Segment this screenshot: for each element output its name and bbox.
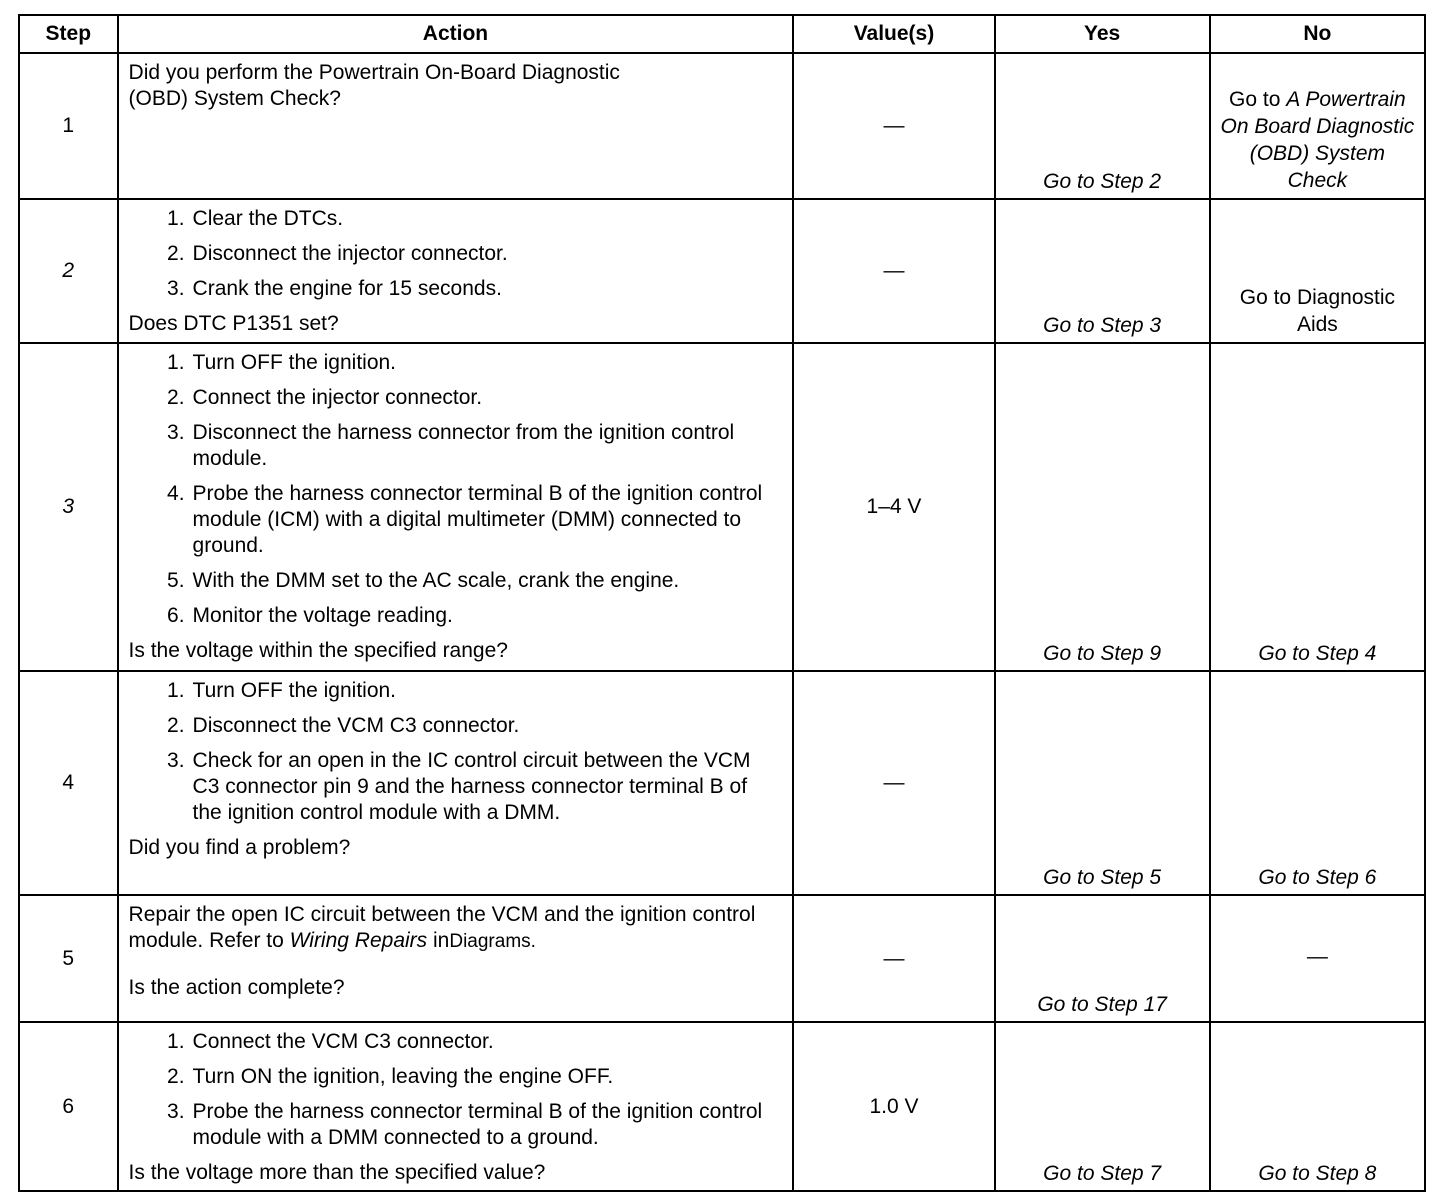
action-question: Is the voltage more than the specified value?	[128, 1161, 546, 1184]
value-cell	[793, 343, 994, 671]
no-text: Go to Step 6	[1258, 866, 1377, 889]
value-text: 1–4 V	[866, 495, 922, 518]
table-row	[19, 1022, 1425, 1191]
action-cell	[118, 199, 794, 343]
header-values: Value(s)	[793, 15, 994, 53]
table-row	[19, 53, 1425, 199]
yes-text: Go to Step 5	[1043, 866, 1162, 889]
value-cell	[793, 1022, 994, 1191]
action-list-item: 1. Turn OFF the ignition.	[167, 679, 397, 702]
action-cell	[118, 671, 794, 895]
no-cell	[1210, 671, 1425, 895]
action-list-item: 4. Probe the harness connector terminal B of the ignition control module (ICM) with a digital multimeter (DMM) connected to ground.	[167, 482, 763, 557]
no-cell	[1210, 53, 1425, 199]
action-cell	[118, 1022, 794, 1191]
step-number: 1	[62, 114, 75, 137]
header-yes: Yes	[995, 15, 1210, 53]
value-cell	[793, 671, 994, 895]
table-row	[19, 343, 1425, 671]
no-cell	[1210, 895, 1425, 1022]
yes-text: Go to Step 17	[1037, 993, 1167, 1016]
header-no: No	[1210, 15, 1425, 53]
action-list	[129, 1029, 783, 1151]
action-list-item: 3. Check for an open in the IC control circuit between the VCM C3 connector pin 9 and the harness connector terminal B of the ignition control module with a DMM.	[167, 749, 751, 824]
no-cell	[1210, 1022, 1425, 1191]
yes-text: Go to Step 9	[1043, 642, 1162, 665]
diagnostic-table	[18, 14, 1426, 1192]
value-text: —	[883, 946, 905, 970]
action-list-item: 2. Disconnect the VCM C3 connector.	[167, 714, 520, 737]
yes-cell	[995, 343, 1210, 671]
step-cell	[19, 343, 118, 671]
value-cell	[793, 895, 994, 1022]
value-cell	[793, 199, 994, 343]
table-row	[19, 671, 1425, 895]
yes-text: Go to Step 2	[1043, 170, 1162, 193]
action-cell	[118, 343, 794, 671]
action-list	[129, 350, 783, 629]
yes-cell	[995, 1022, 1210, 1191]
no-text-prefix: Go to	[1229, 88, 1281, 111]
no-text: —	[1306, 944, 1328, 968]
step-cell	[19, 671, 118, 895]
step-cell	[19, 53, 118, 199]
step-cell	[19, 199, 118, 343]
action-list	[129, 206, 783, 302]
action-list-item: 1. Clear the DTCs.	[167, 207, 344, 230]
no-text: Go to Diagnostic Aids	[1239, 286, 1395, 336]
value-text: —	[883, 259, 905, 282]
action-list-item: 6. Monitor the voltage reading.	[167, 604, 453, 627]
no-text: Go to Step 8	[1258, 1162, 1377, 1185]
action-question: Is the voltage within the specified range?	[128, 639, 508, 662]
no-text-link: A Powertrain On Board Diagnostic (OBD) System Check	[1220, 88, 1415, 192]
action-list-item: 5. With the DMM set to the AC scale, crank the engine.	[167, 569, 680, 592]
step-number: 4	[62, 771, 75, 794]
step-cell	[19, 1022, 118, 1191]
no-cell	[1210, 343, 1425, 671]
action-question: Did you find a problem?	[128, 836, 351, 859]
action-list-item: 1. Turn OFF the ignition.	[167, 351, 397, 374]
action-list-item: 3. Probe the harness connector terminal B of the ignition control module with a DMM connected to a ground.	[167, 1100, 763, 1149]
action-question: Is the action complete?	[128, 976, 345, 999]
action-list-item: 3. Disconnect the harness connector from the ignition control module.	[167, 421, 735, 470]
action-text: Did you perform the Powertrain On-Board Diagnostic (OBD) System Check?	[128, 61, 620, 110]
step-number: 3	[62, 495, 75, 518]
action-list-item: 2. Disconnect the injector connector.	[167, 242, 508, 265]
header-step: Step	[19, 15, 118, 53]
step-number: 6	[62, 1094, 75, 1118]
header-action: Action	[118, 15, 794, 53]
action-list	[129, 678, 783, 826]
yes-cell	[995, 895, 1210, 1022]
value-cell	[793, 53, 994, 199]
yes-text: Go to Step 7	[1043, 1162, 1162, 1185]
yes-text: Go to Step 3	[1043, 314, 1162, 337]
no-text: Go to Step 4	[1258, 642, 1377, 665]
value-text: —	[883, 771, 905, 794]
action-list-item: 1. Connect the VCM C3 connector.	[167, 1030, 494, 1053]
action-cell	[118, 895, 794, 1022]
wiring-repairs-ref: Wiring Repairs	[289, 929, 428, 952]
header-row	[19, 15, 1425, 53]
action-question: Does DTC P1351 set?	[128, 312, 339, 335]
action-list-item: 3. Crank the engine for 15 seconds.	[167, 277, 502, 300]
value-text: 1.0 V	[869, 1094, 919, 1118]
table-row	[19, 199, 1425, 343]
action-text: Repair the open IC circuit between the VCM and the ignition control module. Refer to Wiring Repairs inDiagrams.	[128, 903, 756, 952]
table-row	[19, 895, 1425, 1022]
action-list-item: 2. Connect the injector connector.	[167, 386, 483, 409]
action-list-item: 2. Turn ON the ignition, leaving the engine OFF.	[167, 1065, 614, 1088]
yes-cell	[995, 199, 1210, 343]
value-text: —	[883, 114, 905, 137]
action-cell	[118, 53, 794, 199]
no-cell	[1210, 199, 1425, 343]
yes-cell	[995, 671, 1210, 895]
step-number: 2	[62, 259, 75, 282]
step-number: 5	[62, 946, 75, 970]
yes-cell	[995, 53, 1210, 199]
step-cell	[19, 895, 118, 1022]
